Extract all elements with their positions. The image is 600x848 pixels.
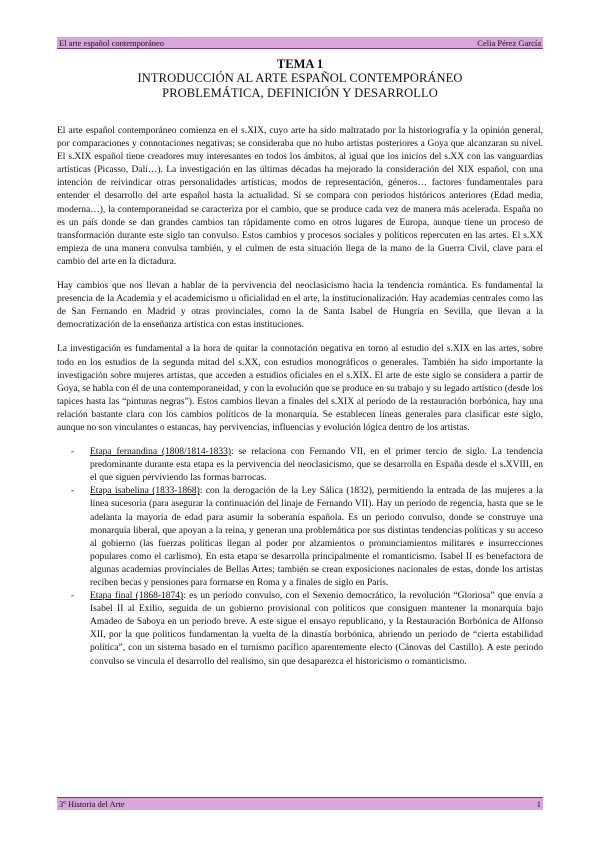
period-description: : con la derogación de la Ley Sálica (1832), permitiendo la entrada de las mujeres a la línea sucesoria (para asegurar la continuación del linaje de Fernando VII). Hay un período de regencia, hasta que se le adelanta la mayoría de edad para asumir la soberanía española. Es un periodo convulso, donde se construye una monarquía liberal, que apoyan a la reina, y generan una problemática por sus distintas tendencias políticas y su acceso al gobierno (las fuerzas políticas llegan al poder por alzamientos o pronunciamientos militares e insurrecciones populares como el carlismo). En esta etapa se desarrolla principalmente el romanticismo. Isabel II es benefactora de algunas academias provinciales de Bellas Artes; también se crean exposiciones nacionales de estas, donde los artistas reciben becas y pensiones para formarse en Roma y a finales de siglo en París. (90, 486, 543, 588)
page-footer (57, 797, 543, 810)
period-term: Etapa fernandina (1808/1814-1833) (90, 447, 232, 458)
footer-course: 3º Historia del Arte (59, 799, 125, 809)
periods-list (57, 446, 543, 669)
paragraph-academia: Hay cambios que nos llevan a hablar de la pervivencia del neoclasicismo hacia la tendencia romántica. Es fundamental la presencia de la Academia y el academicismo u oficialidad en el arte, la institucionalización. Hay academias centrales como las de San Fernando en Madrid y otras provinciales, como la de Santa Isabel de Hungría en Sevilla, que llevan a la democratización de la enseñanza artística con estas instituciones. (57, 281, 543, 331)
header-course-title: El arte español contemporáneo (59, 38, 165, 48)
topic-subtitle: PROBLEMÁTICA, DEFINICIÓN Y DESARROLLO (162, 85, 438, 100)
list-dash: - (71, 447, 75, 458)
list-dash: - (71, 486, 75, 497)
page-number: 1 (536, 799, 541, 809)
paragraph-investigacion: La investigación es fundamental a la hora de quitar la connotación negativa en torno al estudio del s.XIX en las artes, sobre todo en los estudios de la segunda mitad del s.XX, con estudios monográficos o generales. También ha sido importante la investigación sobre mujeres artistas, que acceden a estudios oficiales en el s.XIX. El arte de este siglo se considera a partir de Goya, se habla con él de una contemporaneidad, y con la evolución que se produce en su trabajo y su legado artístico (desde los tapices hasta las “pinturas negras”). Estos cambios llevan a finales del s.XIX al período de la restauración borbónica, hay una relación bastante clara con los cambios políticos de la monarquía. Se establecen líneas generales para clasificar este siglo, aunque no son vinculantes o estancas, hay pervivencias, influencias y evolución lógica dentro de los artistas. (57, 344, 543, 433)
list-item (57, 446, 543, 485)
list-item (57, 590, 543, 669)
title-block (57, 57, 543, 100)
topic-number: TEMA 1 (276, 57, 324, 71)
body-content (57, 125, 543, 669)
paragraph-intro: El arte español contemporáneo comienza en el s.XIX, cuyo arte ha sido maltratado por la historiografía y la opinión general, por comparaciones y connotaciones negativas; se consideraba que no hubo artistas posteriores a Goya que alcanzaran su nivel. El s.XIX español tiene creadores muy interesantes en todos los ámbitos, al igual que los inicios del s.XX con las vanguardias artísticas (Picasso, Dalí…). La investigación en las últimas décadas ha mejorado la consideración del XIX español, con una intención de reivindicar otras personalidades artísticas, modos de representación, géneros… factores fundamentales para entender el desarrollo del arte español hasta la actualidad. Si se compara con periodos históricos anteriores (Edad media, moderna…), la contemporaneidad se caracteriza por el cambio, que se produce cada vez de manera más acelerada. España no es un país donde se dan grandes cambios tan rápidamente como en otros lugares de Europa, aunque tiene un proceso de transformación durante este siglo tan convulso. Estos cambios y procesos sociales y políticos repercuten en las artes. El s.XX empieza de una manera convulsa también, y el culmen de esta situación llega de la mano de la Guerra Civil, clave para el cambio del arte en la dictadura. (57, 126, 543, 267)
period-description: : se relaciona con Fernando VII, en el primer tercio de siglo. La tendencia predominante durante esta etapa es la pervivencia del neoclasicismo, que se desarrolla en España desde el s.XVIII, en el que siguen perviviendo las formas barrocas. (90, 447, 543, 484)
page-header (57, 37, 543, 49)
list-dash: - (71, 591, 75, 602)
list-item (57, 485, 543, 590)
period-description: : es un periodo convulso, con el Sexenio democrático, la revolución “Gloriosa” que envía a Isabel II al Exilio, seguida de un gobierno provisional con políticos que consiguen mantener la monarquía bajo Amadeo de Saboya en un periodo breve. A este sigue el ensayo republicano, y la Restauración Borbónica de Alfonso XII, por la que políticos fundamentan la vuelta de la dinastía borbónica, abriendo un periodo de “cierta estabilidad política”, con un sistema basado en el turnismo pacífico aparentemente electo (Cánovas del Castillo). A este periodo convulso se vincula el desarrollo del realismo, sin que desaparezca el historicismo o romanticismo. (90, 591, 544, 667)
period-term: Etapa final (1868-1874) (90, 591, 184, 602)
topic-title: INTRODUCCIÓN AL ARTE ESPAÑOL CONTEMPORÁNEO (137, 71, 463, 85)
period-term: Etapa isabelina (1833-1868) (90, 486, 200, 497)
header-author: Celia Pérez García (477, 38, 541, 48)
